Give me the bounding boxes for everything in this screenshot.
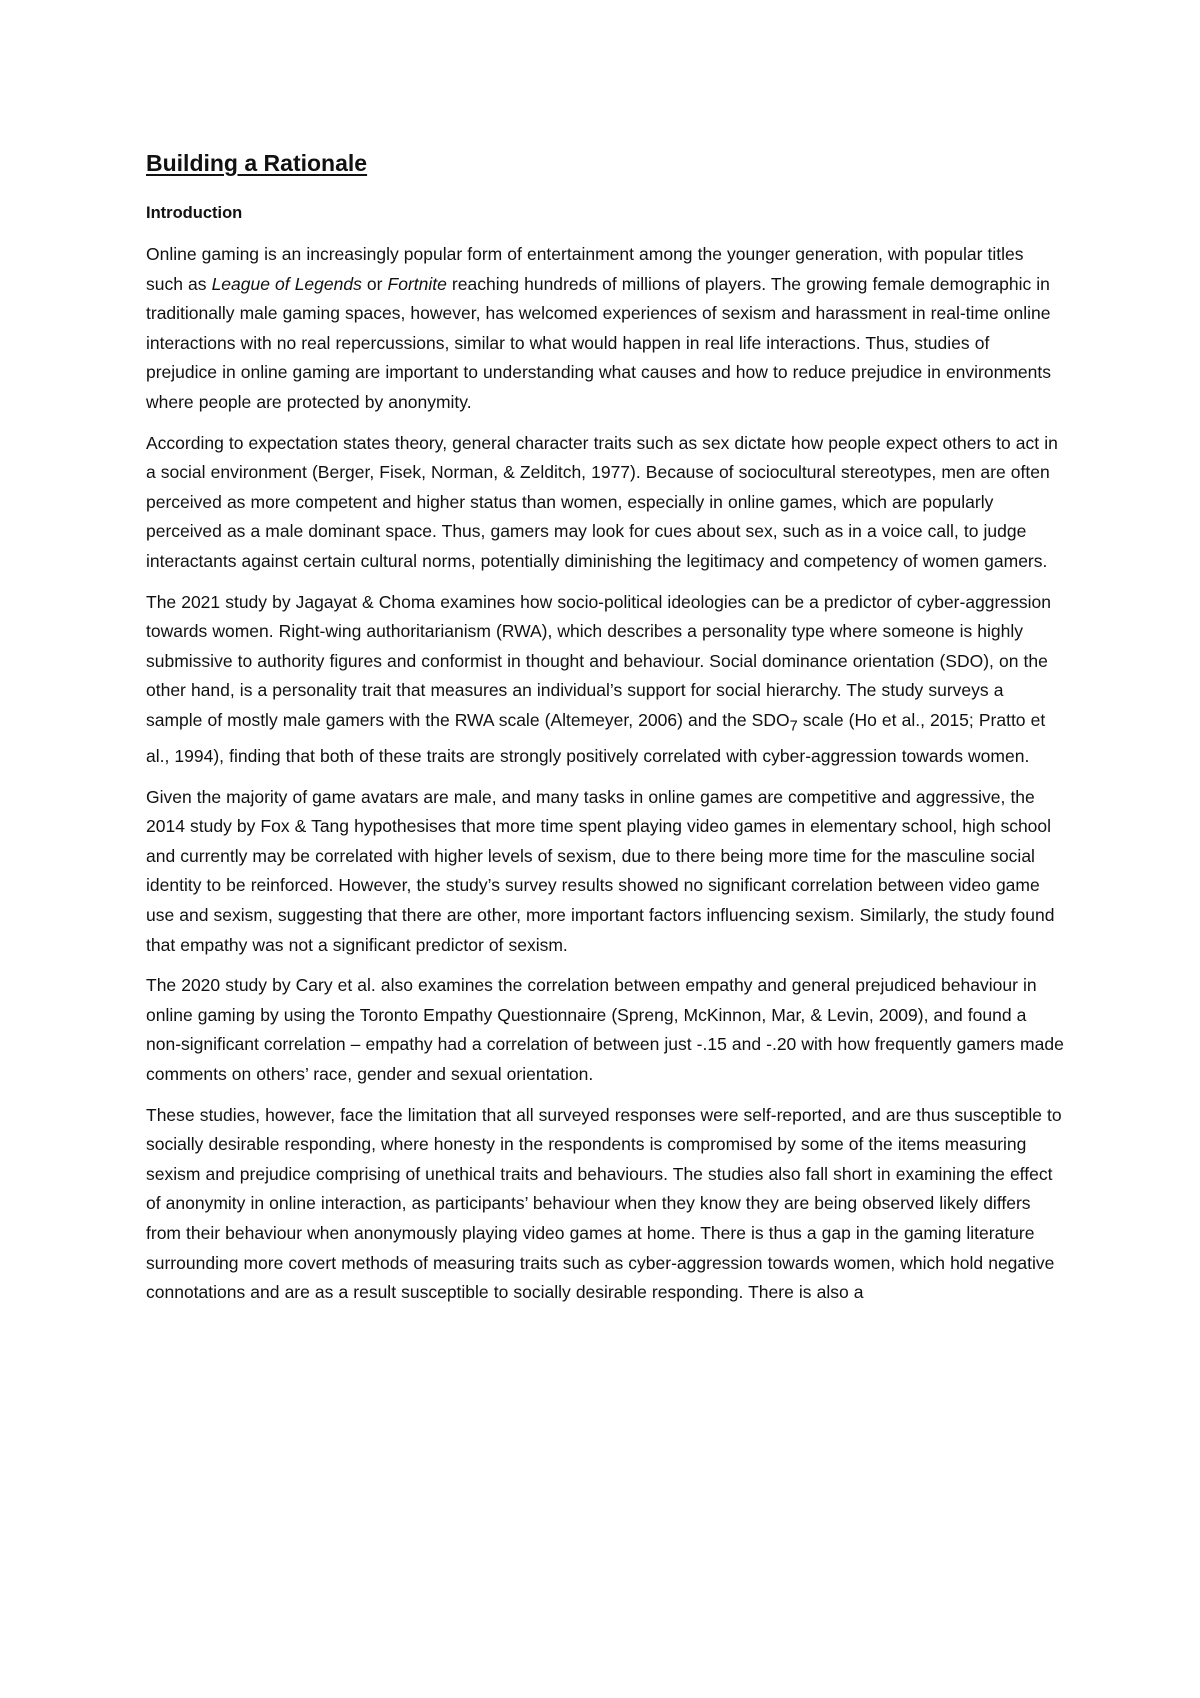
sdo-subscript: 7 (789, 718, 798, 735)
paragraph-3-part-a: The 2021 study by Jagayat & Choma examines how socio-political ideologies can be a predictor of cyber-aggression towards women. Right-wing authoritarianism (RWA), which describes a personality type where someone is highly submissive to authority figures and conformist in thought and behaviour. Social dominance orientation (SDO), on the other hand, is a personality trait that measures an individual’s support for social hierarchy. The study surveys a sample of mostly male gamers with the RWA scale (Altemeyer, 2006) and the SDO (146, 591, 1051, 730)
game-title-league-of-legends: League of Legends (211, 273, 362, 294)
paragraph-1-part-c: reaching hundreds of millions of players. The growing female demographic in traditionally male gaming spaces, however, has welcomed experiences of sexism and harassment in real-time online interactions with no real repercussions, similar to what would happen in real life interactions. Thus, studies of prejudice in online gaming are important to understanding what causes and how to reduce prejudice in environments where people are protected by anonymity. (146, 273, 1051, 412)
document-title: Building a Rationale (146, 150, 368, 176)
paragraph-4: Given the majority of game avatars are male, and many tasks in online games are competitive and aggressive, the 2014 study by Fox & Tang hypothesises that more time spent playing video games in elementary school, high school and currently may be correlated with higher levels of sexism, due to there being more time for the masculine social identity to be reinforced. However, the study’s survey results showed no significant correlation between video game use and sexism, suggesting that there are other, more important factors influencing sexism. Similarly, the study found that empathy was not a significant predictor of sexism. (146, 786, 1055, 955)
paragraph-5: The 2020 study by Cary et al. also examines the correlation between empathy and general prejudiced behaviour in online gaming by using the Toronto Empathy Questionnaire (Spreng, McKinnon, Mar, & Levin, 2009), and found a non-significant correlation – empathy had a correlation of between just -.15 and -.20 with how frequently gamers made comments on others’ race, gender and sexual orientation. (146, 975, 1064, 1084)
paragraph-3-part-b: scale (Ho et al., 2015; Pratto et al., 1994), finding that both of these traits are strongly positively correlated with cyber-aggression towards women. (146, 709, 1046, 766)
paragraph-2: According to expectation states theory, general character traits such as sex dictate how people expect others to act in a social environment (Berger, Fisek, Norman, & Zelditch, 1977). Because of sociocultural stereotypes, men are often perceived as more competent and higher status than women, especially in online games, which are popularly perceived as a male dominant space. Thus, gamers may look for cues about sex, such as in a voice call, to judge interactants against certain cultural norms, potentially diminishing the legitimacy and competency of women gamers. (146, 432, 1058, 571)
paragraph-3 (146, 588, 1064, 772)
paragraph-6: These studies, however, face the limitation that all surveyed responses were self-reported, and are thus susceptible to socially desirable responding, where honesty in the respondents is compromised by some of the items measuring sexism and prejudice comprising of unethical traits and behaviours. The studies also fall short in examining the effect of anonymity in online interaction, as participants’ behaviour when they know they are being observed likely differs from their behaviour when anonymously playing video games at home. There is thus a gap in the gaming literature surrounding more covert methods of measuring traits such as cyber-aggression towards women, which hold negative connotations and are as a result susceptible to socially desirable responding. There is also a (146, 1104, 1062, 1303)
section-heading-introduction: Introduction (146, 204, 243, 222)
game-title-fortnite: Fortnite (387, 273, 447, 294)
paragraph-1-part-a: Online gaming is an increasingly popular form of entertainment among the younger generation, with popular titles such as (146, 244, 1024, 294)
paragraph-1-part-b: or (361, 273, 388, 294)
paragraph-1 (146, 240, 1064, 418)
